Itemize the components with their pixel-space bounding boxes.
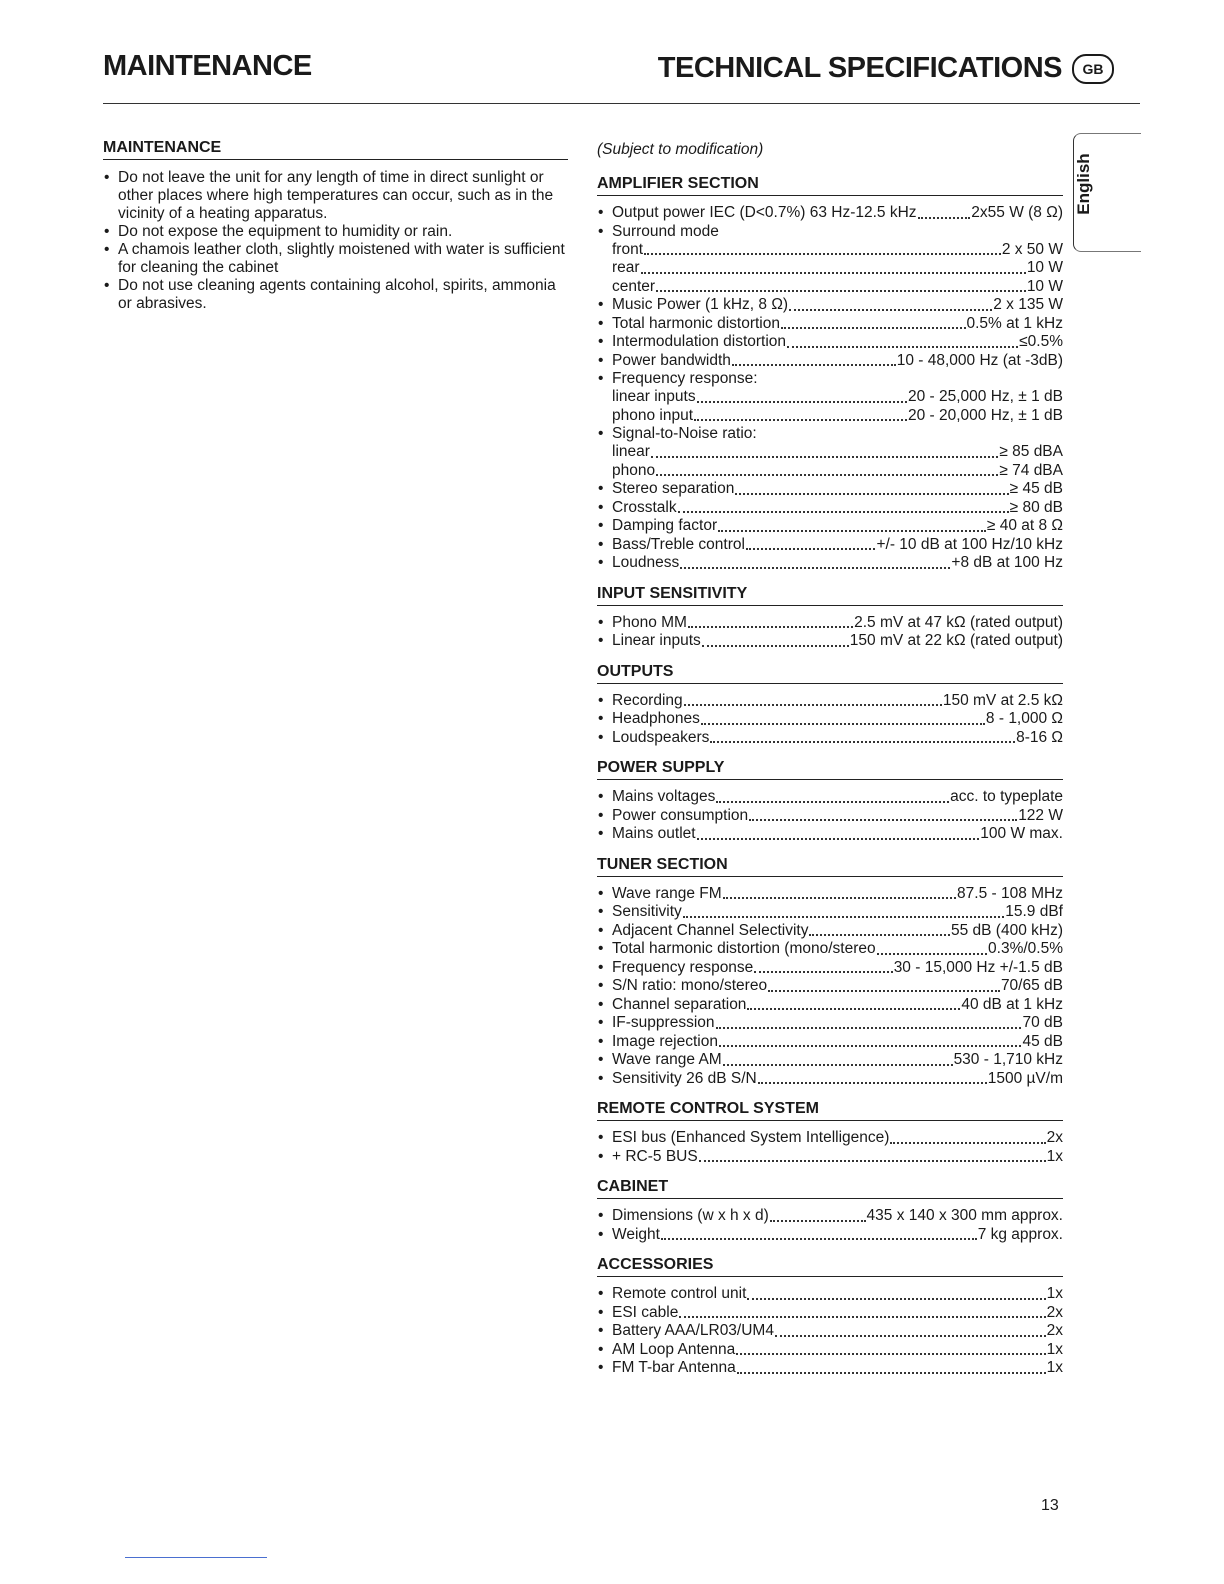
spec-row <box>597 788 1063 807</box>
spec-row <box>597 632 1063 651</box>
spec-label: • Total harmonic distortion <box>612 314 780 332</box>
amplifier-heading: AMPLIFIER SECTION <box>597 175 1063 196</box>
spec-label: • Dimensions (w x h x d) <box>612 1207 769 1224</box>
spec-label: • ESI cable <box>612 1303 679 1321</box>
spec-value: 150 mV at 2.5 kΩ <box>942 691 1063 709</box>
spec-label: • Channel separation <box>612 995 747 1013</box>
spec-value: 530 - 1,710 kHz <box>953 1051 1063 1068</box>
language-side-tab <box>1073 133 1141 252</box>
footer-line <box>125 1557 267 1558</box>
list-item: • Do not leave the unit for any length of time in direct sunlight or other places where high temperatures can occur, such as in the vicinity of a heating apparatus. <box>103 169 568 223</box>
spec-label: • Phono MM <box>612 613 687 631</box>
spec-value: 1500 µV/m <box>987 1069 1063 1087</box>
spec-group-label: • Frequency response: <box>612 370 758 387</box>
spec-label: • Wave range FM <box>612 884 722 902</box>
spec-label: linear inputs <box>612 388 696 405</box>
cabinet-list <box>597 1207 1063 1244</box>
list-item: • Do not expose the equipment to humidity or rain. <box>103 223 568 241</box>
spec-value: acc. to typeplate <box>950 788 1063 805</box>
spec-label: • Crosstalk <box>612 498 677 516</box>
spec-value: 20 - 20,000 Hz, ± 1 dB <box>908 406 1063 424</box>
remote-list <box>597 1129 1063 1166</box>
maintenance-heading: MAINTENANCE <box>103 139 568 160</box>
spec-label: • Loudspeakers <box>612 728 710 746</box>
spec-label: • Power bandwidth <box>612 351 731 369</box>
spec-row <box>597 204 1063 223</box>
spec-label: phono input <box>612 406 694 424</box>
spec-label: • Bass/Treble control <box>612 535 745 553</box>
spec-row <box>597 729 1063 748</box>
spec-value: 435 x 140 x 300 mm approx. <box>866 1207 1063 1224</box>
spec-value: 15.9 dBf <box>1005 903 1063 920</box>
spec-row <box>597 499 1063 518</box>
spec-row <box>597 959 1063 978</box>
spec-label: • Remote control unit <box>612 1285 747 1302</box>
spec-row <box>597 517 1063 536</box>
spec-row <box>597 1051 1063 1070</box>
spec-label: • Image rejection <box>612 1032 718 1050</box>
spec-label: • Weight <box>612 1225 660 1243</box>
spec-group-label: • Signal-to-Noise ratio: <box>612 425 757 442</box>
spec-value: 70 dB <box>1022 1014 1063 1031</box>
list-item: • Do not use cleaning agents containing alcohol, spirits, ammonia or abrasives. <box>103 277 568 313</box>
spec-label: • Linear inputs <box>612 632 701 649</box>
spec-value: 40 dB at 1 kHz <box>961 995 1063 1013</box>
spec-row <box>597 940 1063 959</box>
language-label: English <box>1074 153 1093 215</box>
spec-row <box>597 710 1063 729</box>
spec-label: • Battery AAA/LR03/UM4 <box>612 1322 774 1339</box>
gb-language-badge: GB <box>1072 54 1114 84</box>
spec-value: 8-16 Ω <box>1016 728 1063 746</box>
spec-label: • FM T-bar Antenna <box>612 1359 736 1376</box>
spec-row <box>597 536 1063 555</box>
tuner-heading: TUNER SECTION <box>597 856 1063 877</box>
page-number: 13 <box>1041 1497 1059 1514</box>
spec-label: front <box>612 240 644 258</box>
spec-value: 87.5 - 108 MHz <box>957 884 1063 902</box>
spec-label: center <box>612 277 656 295</box>
spec-label: rear <box>612 259 640 276</box>
spec-value: 2x <box>1046 1322 1063 1339</box>
spec-label: • Total harmonic distortion (mono/stereo <box>612 940 876 957</box>
spec-value: +8 dB at 100 Hz <box>951 554 1063 571</box>
spec-value: 2 x 50 W <box>1001 240 1063 258</box>
spec-row <box>597 1304 1063 1323</box>
amplifier-list <box>597 204 1063 573</box>
power-supply-section <box>597 759 1063 844</box>
spec-label: • Sensitivity 26 dB S/N <box>612 1069 757 1087</box>
spec-row <box>597 1148 1063 1167</box>
accessories-heading: ACCESSORIES <box>597 1256 1063 1277</box>
spec-value: ≤0.5% <box>1019 333 1063 350</box>
spec-value: 45 dB <box>1022 1032 1063 1050</box>
spec-label: phono <box>612 461 656 479</box>
spec-row <box>597 1359 1063 1378</box>
spec-value: 2 x 135 W <box>993 296 1063 313</box>
outputs-list <box>597 692 1063 748</box>
spec-row <box>597 554 1063 573</box>
spec-value: 10 W <box>1026 259 1063 276</box>
spec-label: • Output power IEC (D<0.7%) 63 Hz-12.5 kHz <box>612 204 917 221</box>
spec-row <box>597 692 1063 711</box>
input-sensitivity-heading: INPUT SENSITIVITY <box>597 585 1063 606</box>
spec-value: 0.3%/0.5% <box>988 940 1063 957</box>
spec-value: +/- 10 dB at 100 Hz/10 kHz <box>876 535 1063 553</box>
spec-row <box>597 825 1063 844</box>
spec-row <box>597 1014 1063 1033</box>
spec-group-label: • Surround mode <box>612 222 719 240</box>
spec-value: 2.5 mV at 47 kΩ (rated output) <box>854 613 1063 631</box>
spec-row <box>597 1070 1063 1089</box>
spec-value: 7 kg approx. <box>977 1225 1063 1243</box>
spec-row <box>597 352 1063 371</box>
spec-row <box>597 807 1063 826</box>
power-supply-heading: POWER SUPPLY <box>597 759 1063 780</box>
amplifier-section <box>597 175 1063 573</box>
spec-value: 1x <box>1046 1147 1063 1165</box>
spec-value: 2x <box>1046 1303 1063 1321</box>
spec-label: • + RC-5 BUS <box>612 1147 698 1165</box>
spec-row <box>597 1129 1063 1148</box>
spec-row <box>597 1285 1063 1304</box>
spec-label: • Power consumption <box>612 806 749 824</box>
spec-value: ≥ 45 dB <box>1009 480 1063 497</box>
specifications-column <box>597 141 1063 1390</box>
spec-label: • Sensitivity <box>612 903 682 920</box>
spec-value: 2x <box>1046 1129 1063 1146</box>
spec-label: • AM Loop Antenna <box>612 1340 736 1358</box>
tuner-section <box>597 856 1063 1089</box>
accessories-section <box>597 1256 1063 1378</box>
spec-label: • Headphones <box>612 710 700 727</box>
page-title-specifications <box>658 52 1114 85</box>
input-list <box>597 614 1063 651</box>
spec-label: • IF-suppression <box>612 1014 715 1031</box>
spec-value: 1x <box>1046 1359 1063 1376</box>
spec-row <box>597 333 1063 352</box>
spec-row <box>597 903 1063 922</box>
spec-value: ≥ 40 at 8 Ω <box>986 517 1063 534</box>
spec-value: 70/65 dB <box>1000 977 1063 994</box>
spec-label: • S/N ratio: mono/stereo <box>612 977 768 994</box>
spec-label: linear <box>612 443 650 460</box>
remote-control-heading: REMOTE CONTROL SYSTEM <box>597 1100 1063 1121</box>
spec-row <box>597 1033 1063 1052</box>
spec-row <box>597 296 1063 315</box>
spec-label: • Mains outlet <box>612 825 696 842</box>
spec-label: • Music Power (1 kHz, 8 Ω) <box>612 296 789 313</box>
spec-row <box>597 885 1063 904</box>
input-sensitivity-section <box>597 585 1063 651</box>
outputs-section <box>597 663 1063 748</box>
spec-row <box>597 223 1063 297</box>
spec-value: 2x55 W (8 Ω) <box>971 204 1063 221</box>
spec-value: 1x <box>1046 1340 1063 1358</box>
specifications-title: TECHNICAL SPECIFICATIONS <box>657 52 1062 84</box>
spec-row <box>597 480 1063 499</box>
spec-value: 100 W max. <box>980 825 1063 842</box>
spec-row <box>597 1207 1063 1226</box>
maintenance-list <box>103 169 568 313</box>
tuner-list <box>597 885 1063 1089</box>
spec-row <box>597 922 1063 941</box>
spec-label: • Intermodulation distortion <box>612 333 787 350</box>
spec-label: • Loudness <box>612 554 680 571</box>
spec-label: • Adjacent Channel Selectivity <box>612 921 809 939</box>
spec-row <box>597 1322 1063 1341</box>
spec-label: • Recording <box>612 691 683 709</box>
spec-value: 0.5% at 1 kHz <box>966 314 1063 332</box>
spec-row <box>597 977 1063 996</box>
outputs-heading: OUTPUTS <box>597 663 1063 684</box>
spec-label: • Frequency response <box>612 958 754 976</box>
spec-row <box>597 1341 1063 1360</box>
spec-row <box>597 315 1063 334</box>
header-divider <box>103 103 1140 104</box>
list-item: • A chamois leather cloth, slightly moistened with water is sufficient for cleaning the cabinet <box>103 241 568 277</box>
spec-label: • Stereo separation <box>612 480 735 497</box>
spec-value: 1x <box>1046 1285 1063 1302</box>
spec-row <box>597 425 1063 480</box>
spec-row <box>597 614 1063 633</box>
spec-value: ≥ 85 dBA <box>999 443 1063 460</box>
spec-value: ≥ 80 dB <box>1009 498 1063 516</box>
accessories-list <box>597 1285 1063 1378</box>
spec-value: 10 W <box>1026 277 1063 295</box>
spec-row <box>597 996 1063 1015</box>
spec-value: 10 - 48,000 Hz (at -3dB) <box>896 351 1063 369</box>
spec-label: • Damping factor <box>612 517 718 534</box>
spec-row <box>597 1226 1063 1245</box>
spec-value: 55 dB (400 kHz) <box>951 921 1063 939</box>
page-title-maintenance: MAINTENANCE <box>103 50 312 82</box>
power-list <box>597 788 1063 844</box>
spec-label: • ESI bus (Enhanced System Intelligence) <box>612 1129 890 1146</box>
remote-control-section <box>597 1100 1063 1166</box>
spec-value: 8 - 1,000 Ω <box>985 710 1063 727</box>
spec-value: ≥ 74 dBA <box>999 461 1063 479</box>
maintenance-section <box>103 139 568 313</box>
spec-value: 30 - 15,000 Hz +/-1.5 dB <box>893 958 1063 976</box>
spec-value: 150 mV at 22 kΩ (rated output) <box>849 632 1063 649</box>
spec-row <box>597 370 1063 425</box>
cabinet-heading: CABINET <box>597 1178 1063 1199</box>
spec-value: 122 W <box>1018 806 1063 824</box>
spec-value: 20 - 25,000 Hz, ± 1 dB <box>908 388 1063 405</box>
spec-label: • Mains voltages <box>612 788 716 805</box>
subject-note: (Subject to modification) <box>597 141 764 158</box>
cabinet-section <box>597 1178 1063 1244</box>
spec-label: • Wave range AM <box>612 1051 722 1068</box>
